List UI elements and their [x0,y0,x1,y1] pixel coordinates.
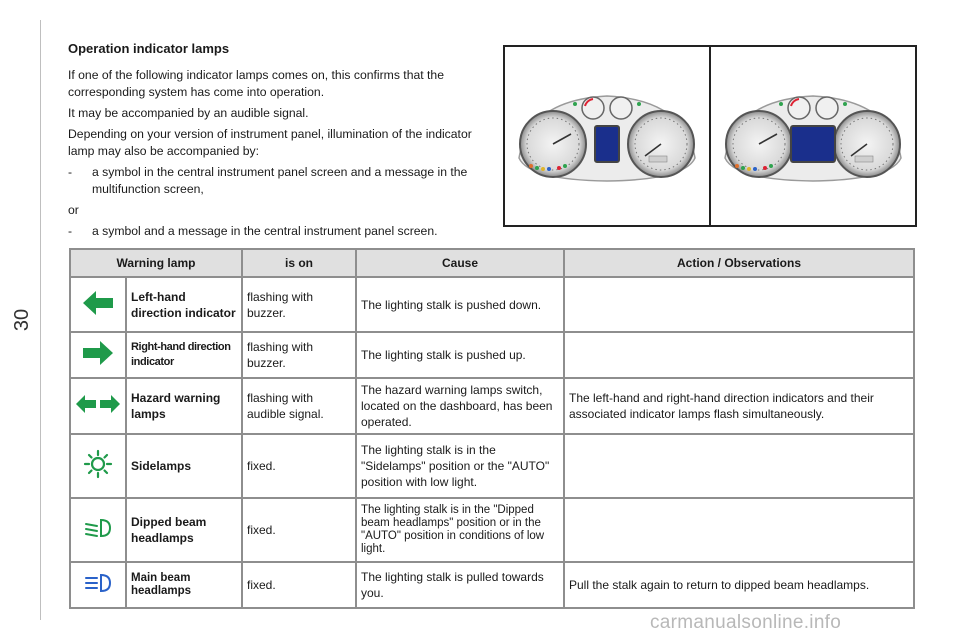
header-is-on: is on [243,250,355,276]
intro-paragraph-1: If one of the following indicator lamps comes on, this confirms that the corresponding system has come into operation. [68,68,444,99]
lamp-name: Right-hand direction indicator [127,333,241,377]
lamp-name: Dipped beam headlamps [127,499,241,561]
table-row [71,278,913,331]
instrument-cluster-large-screen [709,47,915,225]
lamp-state: flashing with audible signal. [243,379,355,433]
section-heading: Operation indicator lamps [68,41,230,56]
main-beam-icon [71,563,125,607]
table-header-row [71,250,913,276]
intro-paragraph-3: Depending on your version of instrument panel, illumination of the indicator lamp may also be accompanied by: [68,127,472,158]
lamp-cause: The lighting stalk is in the "Dipped beam headlamps" position or in the "AUTO" position in conditions of low light. [357,499,563,561]
page-number: 30 [10,308,33,332]
header-warning-lamp: Warning lamp [71,250,241,276]
instrument-cluster-small-screen [505,47,709,225]
lamp-state: fixed. [243,435,355,497]
lamp-state: flashing with buzzer. [243,333,355,377]
sidelamps-icon [71,435,125,497]
lamp-name: Main beam headlamps [127,563,241,607]
dipped-beam-icon [71,499,125,561]
side-rule [40,20,41,620]
table-row [71,499,913,561]
indicator-lamps-table [69,248,915,609]
lamp-action [565,333,913,377]
right-arrow-icon [71,333,125,377]
lamp-action: The left-hand and right-hand direction indicators and their associated indicator lamps flash simultaneously. [565,379,913,433]
intro-section [68,40,478,244]
bullet-dash: - [68,224,73,238]
lamp-cause: The lighting stalk is pushed down. [357,278,563,331]
table-row [71,379,913,433]
lamp-name: Sidelamps [127,435,241,497]
table-row [71,435,913,497]
lamp-action [565,499,913,561]
instrument-cluster-large-screen-drawing [715,86,911,186]
lamp-cause: The lighting stalk is in the "Sidelamps" position or the "AUTO" position with low light. [357,435,563,497]
lamp-name: Left-hand direction indicator [127,278,241,331]
intro-or: or [68,203,79,217]
instrument-cluster-small-screen-drawing [509,86,705,186]
bullet-text: a symbol in the central instrument panel screen and a message in the multifunction screen, [92,165,468,196]
left-arrow-icon [71,278,125,331]
intro-bullet-1 [68,164,478,198]
intro-bullet-2 [68,223,478,240]
header-action: Action / Observations [565,250,913,276]
bullet-dash: - [68,165,73,179]
hazard-arrows-icon [71,379,125,433]
instrument-panel-illustration [503,45,917,227]
lamp-cause: The lighting stalk is pulled towards you. [357,563,563,607]
lamp-state: flashing with buzzer. [243,278,355,331]
lamp-name: Hazard warning lamps [127,379,241,433]
table-row [71,563,913,607]
lamp-cause: The lighting stalk is pushed up. [357,333,563,377]
header-cause: Cause [357,250,563,276]
lamp-action [565,278,913,331]
table-row [71,333,913,377]
lamp-action [565,435,913,497]
watermark: carmanualsonline.info [650,612,842,633]
bullet-text: a symbol and a message in the central instrument panel screen. [92,224,438,238]
lamp-cause: The hazard warning lamps switch, located on the dashboard, has been operated. [357,379,563,433]
lamp-state: fixed. [243,563,355,607]
intro-paragraph-2: It may be accompanied by an audible signal. [68,106,309,120]
lamp-state: fixed. [243,499,355,561]
lamp-action: Pull the stalk again to return to dipped beam headlamps. [565,563,913,607]
